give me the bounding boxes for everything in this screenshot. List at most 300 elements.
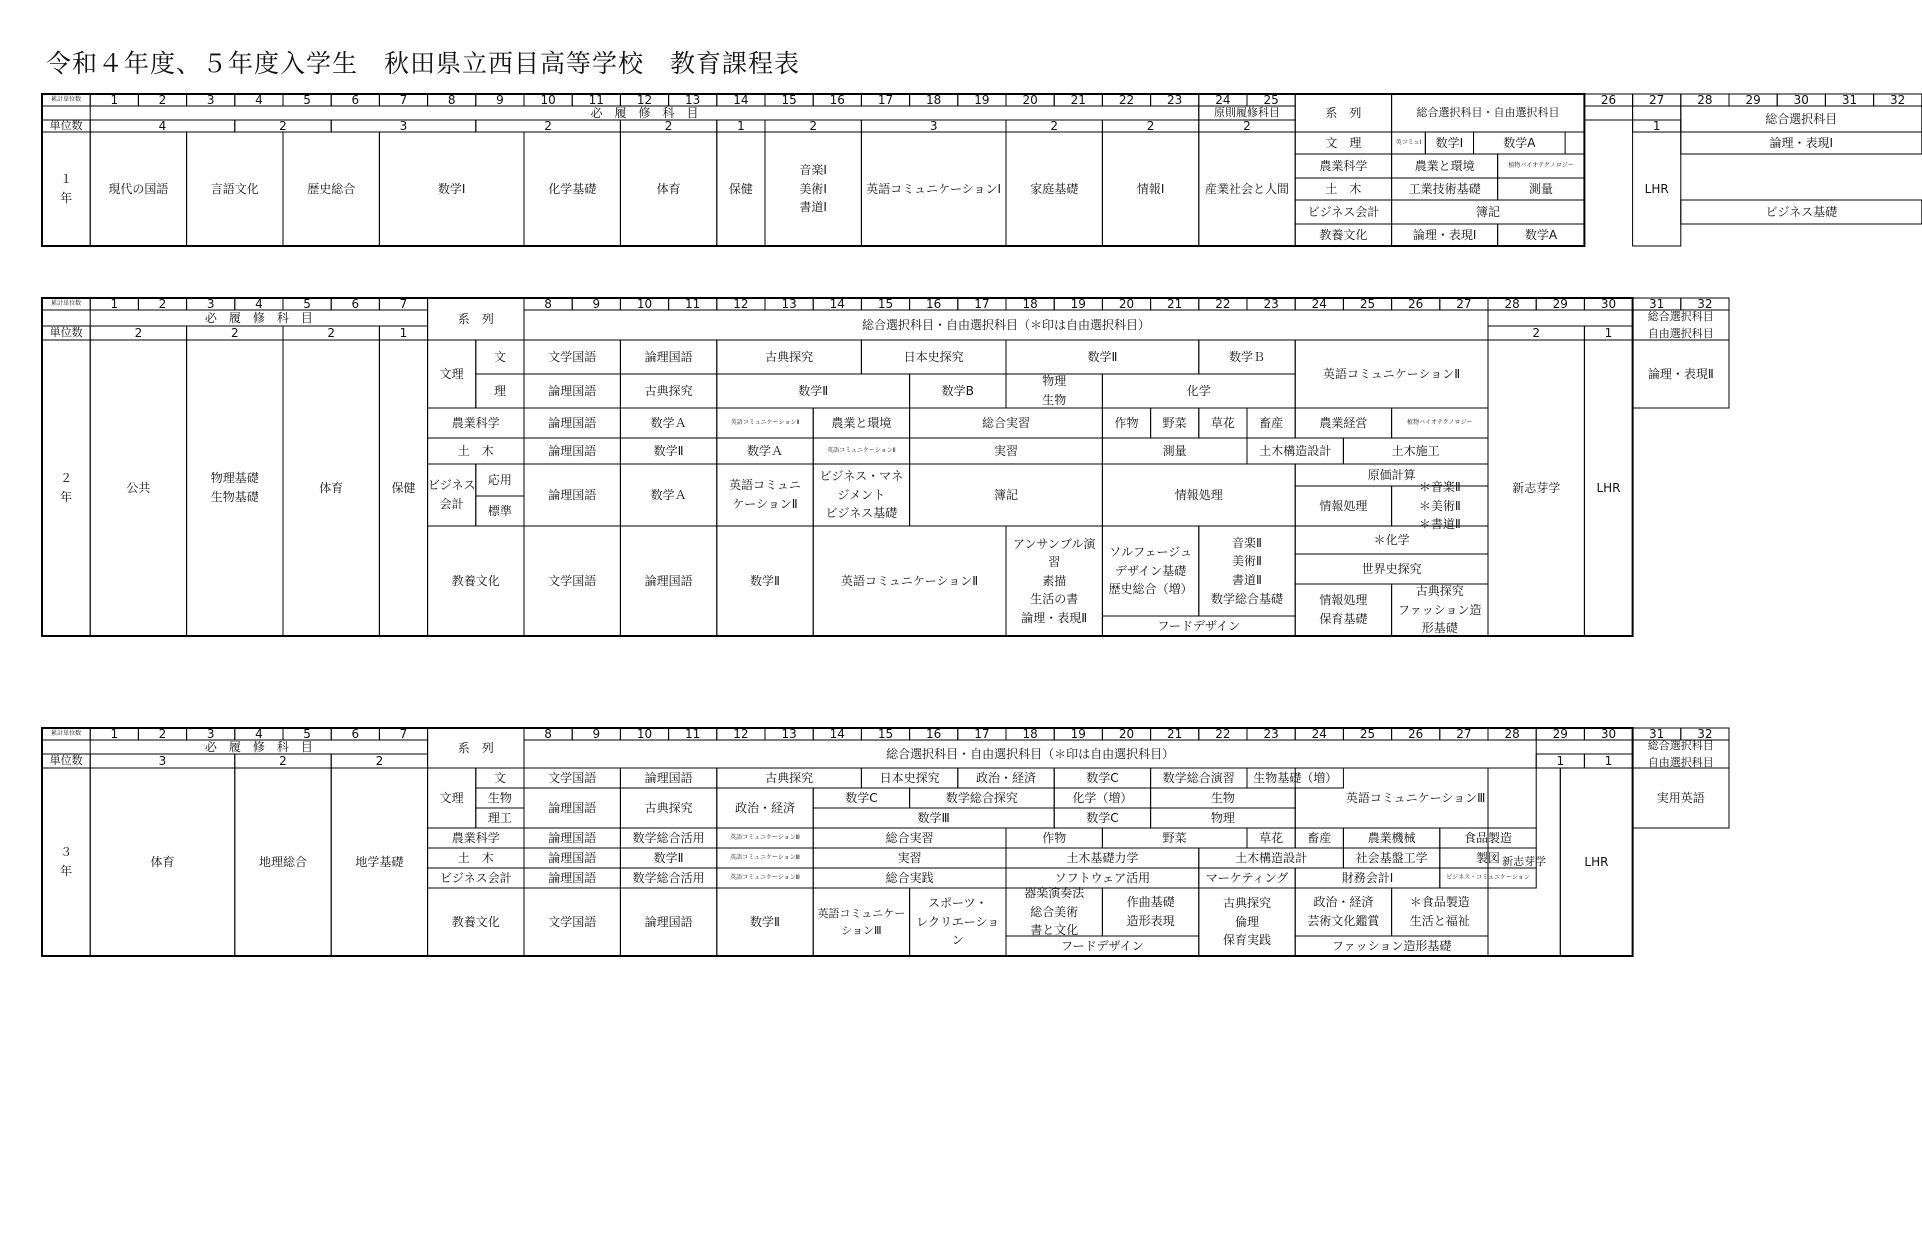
g3-doboku-5: 土木構造設計 [1235,850,1308,865]
g2-biz-management: ビジネス・マネ ジメント ビジネス基礎 [819,469,904,521]
g2-cumulative-label: 累計単位数 [51,300,82,308]
g3r-col-16: 16 [926,726,942,741]
g3-col-6: 6 [351,726,360,741]
g3-lhr: LHR [1584,854,1609,869]
g2-ri-1: 古典探究 [644,383,693,398]
g2r-col-21: 21 [1167,296,1183,311]
g3-subject-0: 体育 [150,854,175,869]
g2-kyoyo-solfege: ソルフェージュ デザイン基礎 歴史総合（増） [1108,545,1193,597]
g3-biz-4: ソフトウェア活用 [1054,870,1151,885]
g2r-col-29: 29 [1552,296,1568,311]
g1-col-21: 21 [1070,92,1086,107]
g2-nogyo-0: 論理国語 [548,415,597,430]
g2r-col-30: 30 [1600,296,1617,311]
g2-nogyo-5: 作物 [1114,415,1139,430]
g1-subject-8: 英語コミュニケーションⅠ [866,181,1002,196]
g2r-col-11: 11 [685,296,701,311]
g2r-col-14: 14 [829,296,845,311]
g1-elective-bio: 植物バイオテクノロジー [1508,162,1574,170]
g1-subject-2: 歴史総合 [307,181,356,196]
g3r-col-21: 21 [1167,726,1183,741]
grade2-curriculum-table [42,296,1714,710]
g2r-col-10: 10 [636,296,653,311]
g2-biz-mathA: 数学Ａ [650,487,687,502]
g3-col-4: 4 [255,726,263,741]
g1-right-elective-header: 総合選択科目 [1765,111,1838,126]
g3-elective-header: 総合選択科目・自由選択科目（＊印は自由選択科目） [886,746,1175,761]
g1r-col-31: 31 [1841,92,1858,107]
g2-course-header: 系 列 [457,311,494,326]
g1-right-biz: ビジネス基礎 [1765,204,1838,219]
g3-doboku-3: 実習 [897,850,922,865]
g2-kyoyo-logic: 論理国語 [644,573,693,588]
g2-nogyo-9: 農業経営 [1319,415,1368,430]
g2-nogyo-1: 数学Ａ [650,415,687,430]
g1-units-right-0: 1 [1652,118,1661,133]
g1-col-9: 9 [496,92,504,107]
g2r-col-31: 31 [1649,296,1665,311]
g1-subject-10: 情報Ⅰ [1136,181,1165,196]
g2-doboku-6: 土木構造設計 [1259,443,1332,458]
g1-cumulative-label: 累計単位数 [51,96,82,104]
g3-kyoyo-classic: 古典探究 倫理 保育実践 [1222,896,1271,948]
g2r-col-18: 18 [1022,296,1038,311]
g3-nogyo-4: 作物 [1042,830,1067,845]
g1-required-header: 必 履 修 科 目 [590,105,699,120]
g1-course-0: 文 理 [1325,135,1362,150]
g1-col-3: 3 [206,92,215,107]
g3-col-3: 3 [206,726,215,741]
g1-subject-11: 産業社会と人間 [1204,181,1289,196]
g2-elective-header: 総合選択科目・自由選択科目（＊印は自由選択科目） [861,317,1150,332]
g2-col-7: 7 [399,296,408,311]
g2-units-0: 2 [134,325,143,340]
g1-subject-6: 保健 [728,181,753,196]
g1-right-logic1: 論理・表現Ⅰ [1769,135,1834,150]
g3-bun-7: 生物基礎（増） [1253,770,1338,785]
g1r-col-32: 32 [1890,92,1906,107]
g3r-col-17: 17 [974,726,990,741]
g3-biz-6: 財務会計Ⅰ [1341,870,1394,885]
g2-units-1: 2 [230,325,239,340]
g1-units-1: 2 [279,118,287,133]
g3-kyoyo-politics: 政治・経済 芸術文化鑑賞 [1307,895,1380,928]
g3-kyoyo-english3: 英語コミュニケーションⅢ [817,906,906,937]
g1-units-4: 2 [664,118,673,133]
g2-nogyo-3: 農業と環境 [831,415,892,430]
g1-elective-mathA: 数学A [1503,135,1536,150]
g3-course-nogyo: 農業科学 [451,830,500,845]
g2-subject-0: 公共 [126,480,151,495]
g3-right-header: 総合選択科目 自由選択科目 [1647,738,1714,769]
g1-units-label: 単位数 [49,119,83,133]
g3-biz-1: 数学総合活用 [632,870,705,885]
g2r-col-26: 26 [1408,296,1424,311]
g3-right-english: 実用英語 [1656,790,1705,805]
g1-col-13: 13 [685,92,701,107]
g3r-col-26: 26 [1408,726,1424,741]
g2-bun-0: 文学国語 [548,349,597,364]
g2-kyoyo-english2: 英語コミュニケーションⅡ [840,573,979,588]
g1-grade-label: １ 年 [60,172,73,205]
g3-bio-classic: 古典探究 [644,800,693,815]
g1-col-4: 4 [255,92,263,107]
g3r-col-14: 14 [829,726,845,741]
g3r-col-28: 28 [1504,726,1520,741]
g3r-col-22: 22 [1215,726,1231,741]
g2-bunri-english2: 英語コミュニケーションⅡ [1322,366,1461,381]
g3-nogyo-9: 食品製造 [1463,830,1512,845]
g1-elective-eng-tech: 工業技術基礎 [1408,181,1481,196]
g1-col-10: 10 [540,92,556,107]
g2-kyoyo-food: フードデザイン [1157,618,1241,633]
g1-col-18: 18 [926,92,942,107]
g3-bun-5: 数学C [1086,770,1119,785]
g1-col-8: 8 [447,92,456,107]
g3r-col-29: 29 [1552,726,1568,741]
g3r-col-27: 27 [1456,726,1472,741]
g3-col-1: 1 [110,726,119,741]
g1-col-12: 12 [636,92,653,107]
g2-bun-3: 日本史探究 [903,349,964,364]
g3-course-header: 系 列 [457,740,494,755]
g1-units-8: 2 [1050,118,1059,133]
g2-doboku-3: 英語コミュニケーションⅡ [827,447,896,455]
g3-nogyo-1: 数学総合活用 [632,830,705,845]
g3-course-bunri: 文理 [439,790,464,805]
g3-doboku-4: 土木基礎力学 [1066,850,1139,865]
g2-ri-3: 数学B [941,383,974,398]
g2-doboku-2: 数学Ａ [746,443,783,458]
g2-kyoyo-classic: 古典探究 ファッション造 形基礎 [1398,584,1482,636]
g2r-col-20: 20 [1118,296,1135,311]
g3-nogyo-2: 英語コミュニケーションⅢ [730,834,800,842]
g2r-col-15: 15 [877,296,894,311]
g3-grade-label: ３ 年 [60,845,73,878]
g1r-col-30: 30 [1793,92,1809,107]
g2-kyoyo-lit: 文学国語 [548,573,597,588]
g2-required-header: 必 履 修 科 目 [204,310,313,325]
g3-subject-1: 地理総合 [258,854,307,869]
g1-elective-mathA-kyoyo: 数学A [1524,227,1558,242]
g1-subject-5: 体育 [656,181,681,196]
g1-course-header: 系 列 [1325,105,1362,120]
g2-doboku-0: 論理国語 [548,443,597,458]
g1-col-11: 11 [588,92,604,107]
g3-nogyo-0: 論理国語 [548,830,597,845]
g3-bun-1: 論理国語 [644,770,693,785]
g3-kyoyo-music: 器楽演奏法 総合美術 書と文化 [1024,886,1085,938]
g3-units-0: 3 [158,753,167,768]
g1-elective-bookkeeping: 簿記 [1475,204,1500,219]
g2-right-logic2: 論理・表現Ⅱ [1647,366,1714,381]
g2-units-right-1: 1 [1604,325,1613,340]
g3-cumulative-label: 累計単位数 [51,730,82,738]
g3-course-bun: 文 [493,770,506,785]
g2-biz-cost: 原価計算 [1367,467,1416,482]
g2-biz-art: ＊音楽Ⅱ ＊美術Ⅱ ＊書道Ⅱ [1418,480,1461,532]
g3-kyoyo-composition: 作曲基礎 造形表現 [1126,895,1175,928]
g2-ri-5: 化学 [1186,383,1211,398]
g2-kyoyo-chem: ＊化学 [1373,532,1410,547]
g1-units-5: 1 [737,118,745,133]
g3-riko-mathC: 数学C [1086,810,1119,825]
g2-biz-info2: 情報処理 [1319,498,1368,513]
g1-col-7: 7 [399,92,408,107]
g3-bun-2: 古典探究 [765,770,814,785]
g2-course-biz: ビジネス会計 [427,478,476,511]
g1-col-6: 6 [351,92,360,107]
g3r-col-9: 9 [592,726,601,741]
g2-nogyo-6: 野菜 [1162,415,1187,430]
g1-elective-survey: 測量 [1528,181,1553,196]
g3-units-2: 2 [375,753,384,768]
g1-subject-0: 現代の国語 [108,181,169,196]
g2-kyoyo-music2: 音楽Ⅱ 美術Ⅱ 書道Ⅱ 数学総合基礎 [1210,535,1283,606]
g3r-col-10: 10 [636,726,653,741]
g3-course-riko: 理工 [487,810,512,825]
g1-col-2: 2 [158,92,167,107]
g3-nogyo-8: 農業機械 [1367,830,1416,845]
g1-units-3: 2 [544,118,552,133]
g3-bun-0: 文学国語 [548,770,597,785]
g3r-col-24: 24 [1311,726,1327,741]
g1-col-19: 19 [974,92,990,107]
g2-ri-4: 物理 生物 [1042,374,1067,407]
g3r-col-15: 15 [877,726,894,741]
g3-doboku-1: 数学Ⅱ [653,850,684,865]
g1-units-9: 2 [1146,118,1155,133]
g2-nogyo-8: 畜産 [1259,415,1284,430]
g3-course-biz: ビジネス会計 [439,870,512,885]
g2-subject-1: 物理基礎 生物基礎 [210,471,259,504]
g3-nogyo-3: 総合実習 [885,830,934,845]
g3-doboku-0: 論理国語 [548,850,597,865]
g2-bun-5: 数学Ｂ [1228,349,1265,364]
g2-doboku-7: 土木施工 [1391,443,1440,458]
g3r-col-12: 12 [733,726,749,741]
g3-riko-math3: 数学Ⅲ [917,810,950,825]
g3r-col-18: 18 [1022,726,1038,741]
g2r-col-19: 19 [1070,296,1086,311]
g1r-col-28: 28 [1697,92,1713,107]
g1-elective-math1: 数学Ⅰ [1435,135,1464,150]
g3-kyoyo-food2: ＊食品製造 生活と福祉 [1409,895,1470,928]
g2-course-doboku: 土 木 [457,443,494,458]
g2r-col-32: 32 [1697,296,1713,311]
g2-kyoyo-math2: 数学Ⅱ [750,573,780,588]
g3-bun-6: 数学総合演習 [1162,770,1235,785]
g3-bio-mathC: 数学C [845,790,878,805]
g3-bio-logic: 論理国語 [548,800,597,815]
g3-course-bio: 生物 [487,790,512,805]
g3-riko-physics: 物理 [1210,810,1235,825]
g2-kyoyo-ensemble: アンサンブル演 習 素描 生活の書 論理・表現Ⅱ [1012,536,1096,625]
g3-col-2: 2 [158,726,167,741]
g1r-col-29: 29 [1745,92,1761,107]
g2-nogyo-2: 英語コミュニケーションⅡ [730,419,800,427]
g2-biz-logic: 論理国語 [548,487,597,502]
g3-units-right-0: 1 [1556,753,1565,768]
g3r-col-19: 19 [1070,726,1086,741]
g3r-col-25: 25 [1359,726,1376,741]
g2-course-bun: 文 [493,349,506,364]
g1-col-5: 5 [303,92,311,107]
g3r-col-13: 13 [781,726,797,741]
g2r-col-27: 27 [1456,296,1472,311]
g1-col-17: 17 [877,92,894,107]
g2-col-1: 1 [110,296,119,311]
g3-course-kyoyo: 教養文化 [451,914,500,929]
g3-units-label: 単位数 [49,754,83,768]
g3-bun-4: 政治・経済 [975,770,1036,785]
g1-subject-4: 化学基礎 [548,181,597,196]
g2-biz-bookkeeping: 簿記 [993,487,1018,502]
g1-units-2: 3 [399,118,408,133]
g3-nogyo-5: 野菜 [1162,830,1187,845]
g2r-col-22: 22 [1215,296,1231,311]
g2r-col-17: 17 [974,296,990,311]
g1-lhr: LHR [1644,181,1669,196]
g1-course-4: 教養文化 [1319,227,1368,242]
g3r-col-20: 20 [1118,726,1135,741]
g1-subject-1: 言語文化 [210,181,259,196]
g2-doboku-5: 測量 [1162,443,1187,458]
grade3-curriculum-table [42,726,1714,1004]
g3-biz-5: マーケティング [1205,870,1289,885]
g3-biz-7: ビジネス・コミュニケーション [1446,874,1530,882]
g3-biz-3: 総合実践 [885,870,934,885]
g3r-col-31: 31 [1649,726,1665,741]
g1-col-14: 14 [733,92,749,107]
g1-col-23: 23 [1167,92,1183,107]
g2r-col-25: 25 [1359,296,1376,311]
g2-units-3: 1 [399,325,408,340]
g2-course-nogyo: 農業科学 [451,415,500,430]
g2-doboku-4: 実習 [993,443,1018,458]
g1-units-10: 2 [1243,118,1251,133]
g3-doboku-6: 社会基盤工学 [1355,850,1428,865]
g2-units-2: 2 [327,325,336,340]
g1-elective-ecomm1: 英コミュⅠ [1395,139,1422,147]
g1-col-15: 15 [781,92,797,107]
g2-course-biz-applied: 応用 [487,472,512,487]
g3-units-1: 2 [279,753,287,768]
page-title: 令和４年度、５年度入学生 秋田県立西目高等学校 教育課程表 [46,49,801,78]
g1-subject-3: 数学Ⅰ [437,181,466,196]
g1-elective-header: 総合選択科目・自由選択科目 [1416,106,1560,120]
g3-kyoyo-food: フードデザイン [1060,938,1144,953]
g2r-col-28: 28 [1504,296,1520,311]
g3-bio-math-inquiry: 数学総合探究 [945,790,1018,805]
g3-biz-0: 論理国語 [548,870,597,885]
g3r-col-8: 8 [544,726,552,741]
g1-course-2: 土 木 [1325,181,1362,196]
g2-bun-1: 論理国語 [644,349,693,364]
g2-col-4: 4 [255,296,263,311]
g2-lhr: LHR [1596,480,1621,495]
g1-col-16: 16 [829,92,845,107]
g3-kyoyo-lit: 文学国語 [548,914,597,929]
g3-nogyo-6: 草花 [1259,830,1284,845]
g2r-col-23: 23 [1263,296,1279,311]
g3-bun-3: 日本史探究 [879,770,940,785]
g3-col-5: 5 [303,726,311,741]
g3-kyoyo-fashion: ファッション造形基礎 [1331,938,1452,953]
g3-biz-2: 英語コミュニケーションⅢ [730,874,800,882]
g2-subject-2: 体育 [319,480,344,495]
g3-nogyo-7: 畜産 [1307,830,1332,845]
g2-course-ri: 理 [493,383,506,398]
g2-units-right-0: 2 [1532,325,1541,340]
g3r-col-32: 32 [1697,726,1713,741]
g3-kyoyo-sports: スポーツ・ レクリエーショ ン [916,896,1000,948]
g2r-col-13: 13 [781,296,797,311]
g2-nogyo-10: 植物バイオテクノロジー [1407,419,1473,427]
g1r-col-27: 27 [1649,92,1665,107]
g3-bio-politics: 政治・経済 [734,800,795,815]
g2-biz-info: 情報処理 [1174,487,1223,502]
g1-col-20: 20 [1022,92,1038,107]
g2r-col-9: 9 [592,296,601,311]
g3-bio-chem: 化学（増） [1072,790,1133,805]
g2-bun-2: 古典探究 [765,349,814,364]
g2r-col-16: 16 [926,296,942,311]
g1-col-22: 22 [1118,92,1135,107]
g3-course-doboku: 土 木 [457,850,494,865]
g1-elective-logic1: 論理・表現Ⅰ [1412,227,1477,242]
g2-biz-english2: 英語コミュニ ケーションⅡ [729,478,801,511]
g1-elective-agri-env: 農業と環境 [1414,158,1475,173]
g2-doboku-1: 数学Ⅱ [653,443,684,458]
g1-subject-7: 音楽Ⅰ 美術Ⅰ 書道Ⅰ [799,163,827,215]
g3-shinshi: 新志芽学 [1502,855,1547,869]
g3r-col-11: 11 [685,726,701,741]
g2-course-biz-standard: 標準 [487,503,512,518]
g3r-col-30: 30 [1600,726,1617,741]
g1-units-0: 4 [158,118,167,133]
g1-col-25: 25 [1263,92,1279,107]
g3r-col-23: 23 [1263,726,1279,741]
g3-col-7: 7 [399,726,408,741]
g1r-col-26: 26 [1600,92,1617,107]
g3-subject-2: 地学基礎 [355,854,404,869]
g2-subject-3: 保健 [391,480,416,495]
g3-bunri-english3: 英語コミュニケーションⅢ [1345,790,1486,805]
g1-units-6: 2 [809,118,818,133]
g2-col-5: 5 [303,296,311,311]
g1-col-24: 24 [1215,92,1231,107]
g3-doboku-2: 英語コミュニケーションⅢ [730,854,800,862]
g1-course-3: ビジネス会計 [1307,204,1380,219]
g2-course-bunri: 文理 [439,366,464,381]
g2-col-3: 3 [206,296,215,311]
g2-kyoyo-worldhist: 世界史探究 [1361,561,1422,576]
grade1-curriculum-table [42,92,1906,280]
g2-ri-2: 数学Ⅱ [798,383,829,398]
g2r-col-24: 24 [1311,296,1327,311]
g2-col-6: 6 [351,296,360,311]
g1-principle-header: 原則履修科目 [1213,106,1280,120]
g2-units-label: 単位数 [49,326,83,340]
g2-right-header: 総合選択科目 自由選択科目 [1647,309,1714,340]
g2r-col-12: 12 [733,296,749,311]
g2-kyoyo-info: 情報処理 保育基礎 [1319,593,1368,626]
g2-course-kyoyo: 教養文化 [451,573,500,588]
g3-required-header: 必 履 修 科 目 [204,739,313,754]
g2-col-2: 2 [158,296,167,311]
g2-bun-4: 数学Ⅱ [1087,349,1118,364]
